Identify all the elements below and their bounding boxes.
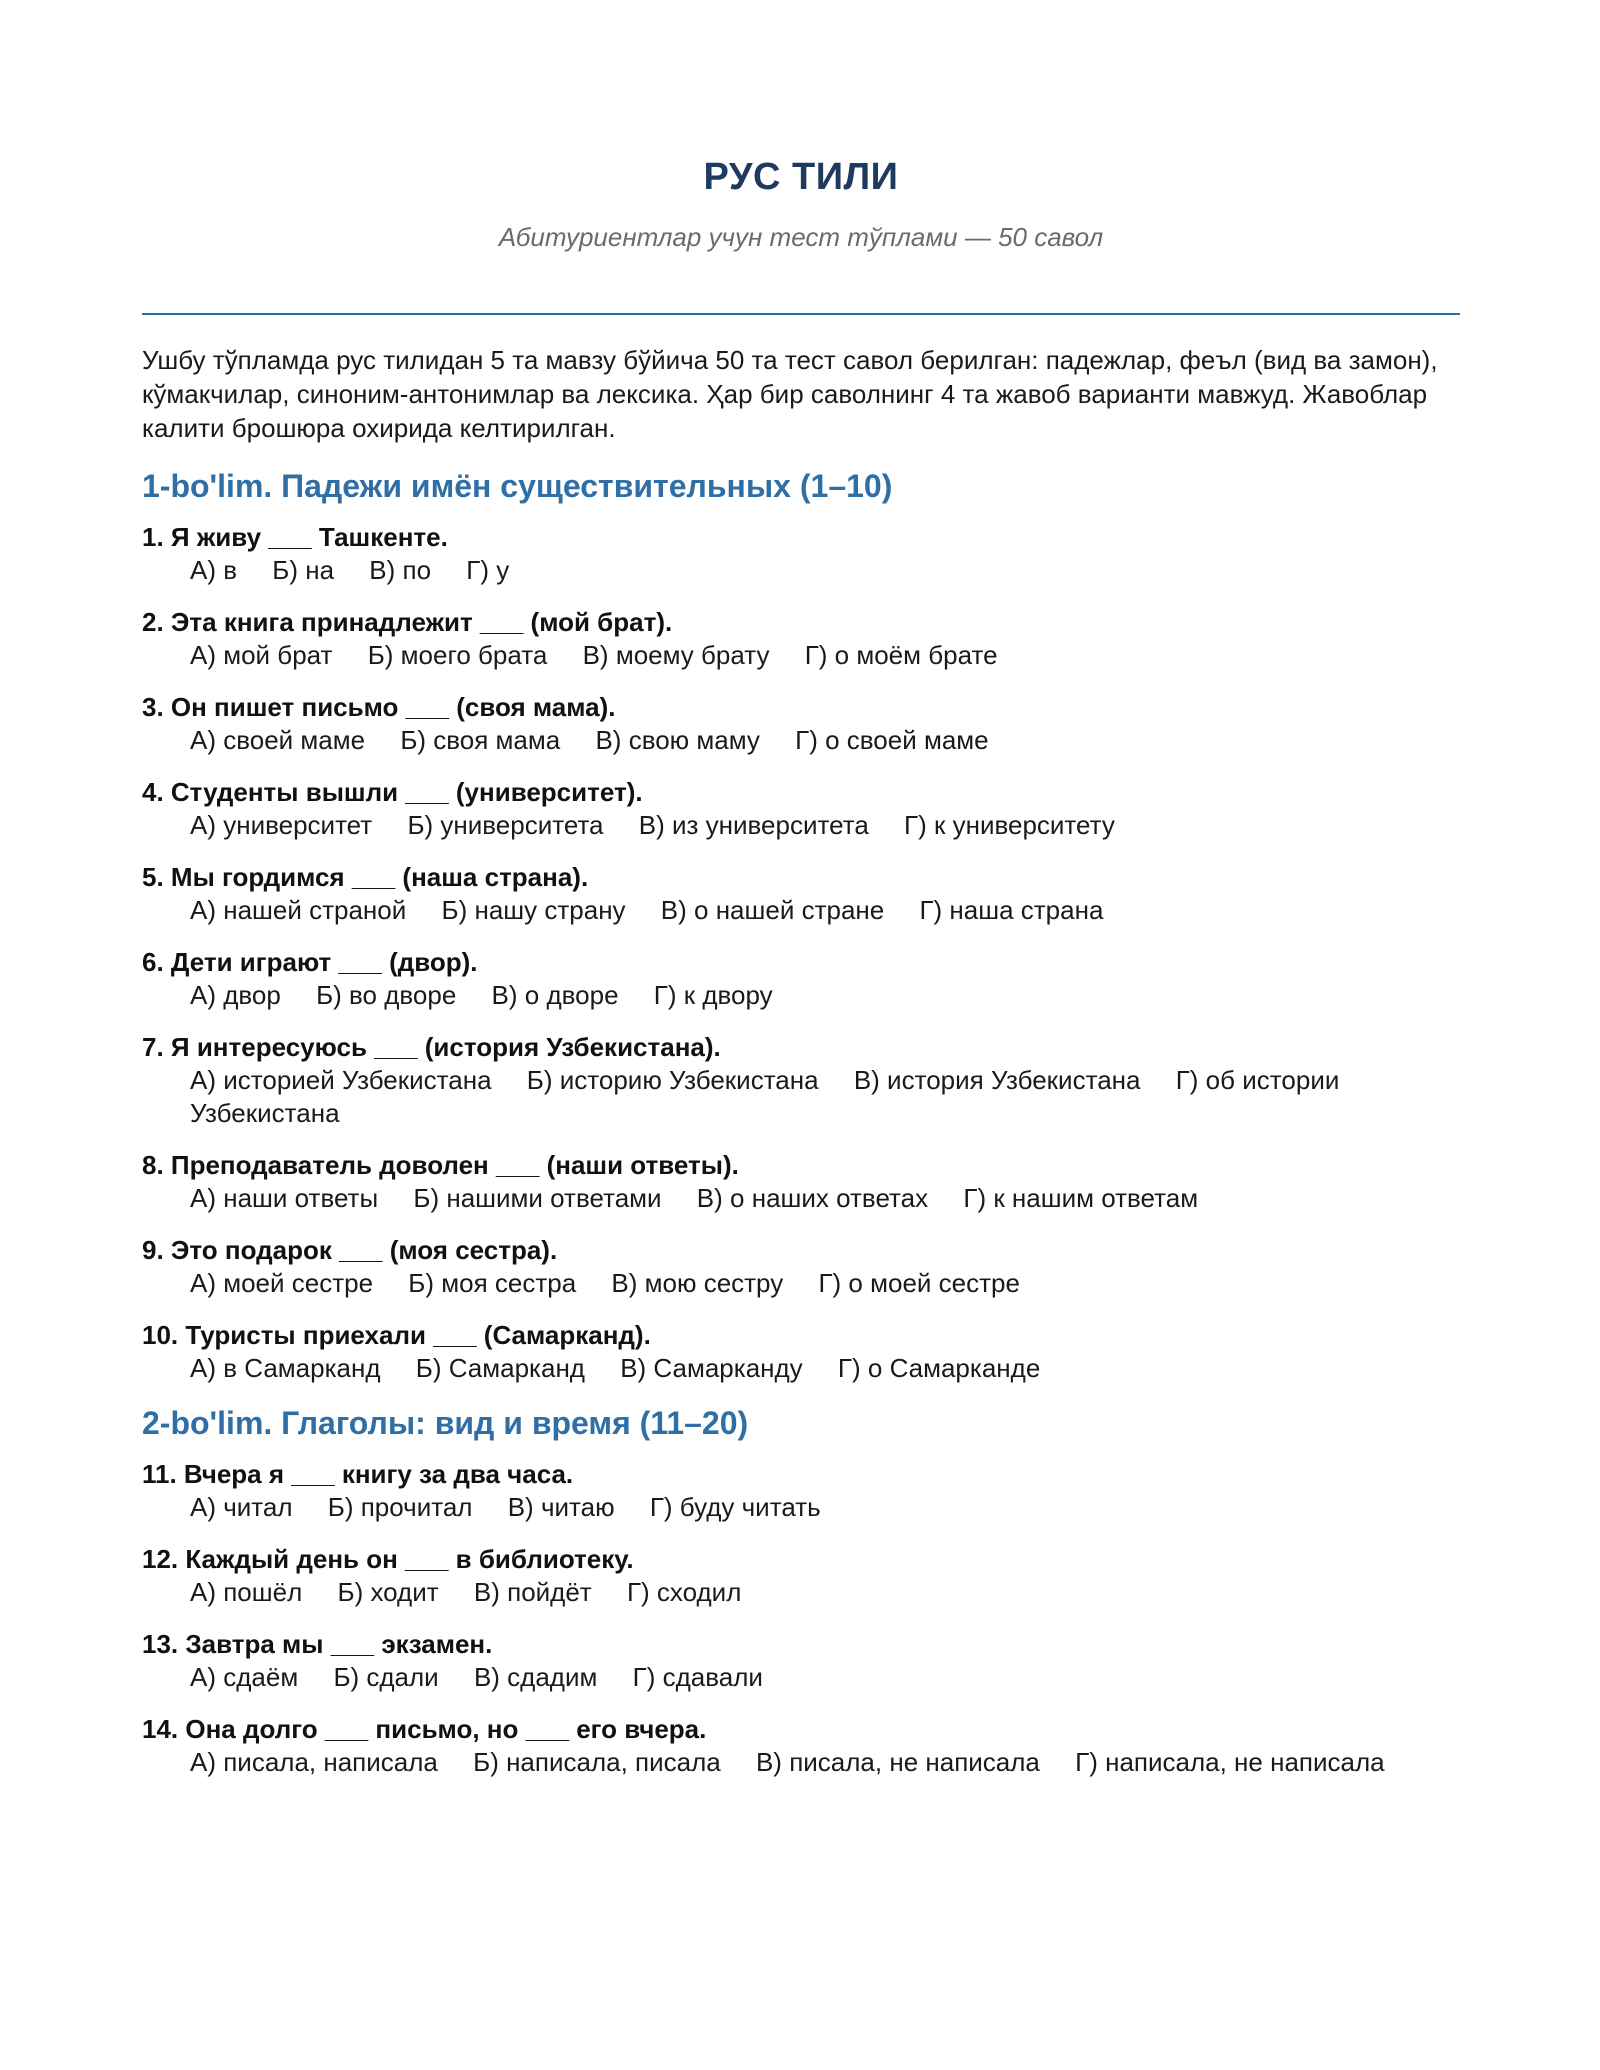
- section-heading: 1-bo'lim. Падежи имён существительных (1–10): [142, 468, 893, 504]
- document-subtitle: Абитуриентлар учун тест тўплами — 50 савол: [498, 222, 1104, 252]
- answer-option: Б) своя мама: [400, 725, 561, 755]
- answer-options: [142, 554, 1460, 587]
- question-item: [142, 605, 1460, 672]
- answer-option: Г) буду читать: [649, 1492, 821, 1522]
- question-item: [142, 520, 1460, 587]
- question-text: 6. Дети играют ___ (двор).: [142, 947, 478, 977]
- question-item: [142, 1457, 1460, 1524]
- question-item: [142, 690, 1460, 757]
- answer-option: В) мою сестру: [611, 1268, 784, 1298]
- question-text: 8. Преподаватель доволен ___ (наши ответы).: [142, 1150, 739, 1180]
- answer-option: А) читал: [190, 1492, 293, 1522]
- answer-option: А) наши ответы: [190, 1183, 379, 1213]
- answer-option: А) в: [190, 555, 238, 585]
- answer-option: В) пойдёт: [473, 1577, 592, 1607]
- answer-option: А) историей Узбекистана: [190, 1065, 492, 1095]
- question-item: [142, 1542, 1460, 1609]
- question-text: 4. Студенты вышли ___ (университет).: [142, 777, 643, 807]
- question-text: 14. Она долго ___ письмо, но ___ его вчера.: [142, 1714, 707, 1744]
- answer-options: [142, 1491, 1460, 1524]
- answer-options: [142, 639, 1460, 672]
- answer-option: В) писала, не написала: [755, 1747, 1040, 1777]
- answer-option: Г) сходил: [626, 1577, 742, 1607]
- answer-option: В) свою маму: [595, 725, 760, 755]
- answer-option: Г) об истории Узбекистана: [190, 1065, 1340, 1128]
- answer-option: Б) историю Узбекистана: [526, 1065, 819, 1095]
- question-text: 7. Я интересуюсь ___ (история Узбекистана).: [142, 1032, 721, 1062]
- answer-option: Б) моя сестра: [408, 1268, 577, 1298]
- answer-option: А) двор: [190, 980, 281, 1010]
- question-item: [142, 1627, 1460, 1694]
- answer-option: А) пошёл: [190, 1577, 303, 1607]
- answer-option: А) сдаём: [190, 1662, 299, 1692]
- test-content: [142, 466, 1460, 1797]
- answer-option: В) история Узбекистана: [853, 1065, 1141, 1095]
- answer-option: В) сдадим: [473, 1662, 598, 1692]
- answer-options: [142, 809, 1460, 842]
- answer-option: А) моей сестре: [190, 1268, 374, 1298]
- answer-option: А) университет: [190, 810, 373, 840]
- question-text: 1. Я живу ___ Ташкенте.: [142, 522, 448, 552]
- answer-option: Б) прочитал: [327, 1492, 473, 1522]
- answer-options: [142, 724, 1460, 757]
- answer-option: Б) сдали: [333, 1662, 439, 1692]
- question-item: [142, 1148, 1460, 1215]
- answer-option: А) своей маме: [190, 725, 366, 755]
- question-item: [142, 1318, 1460, 1385]
- answer-option: Г) у: [466, 555, 510, 585]
- header-divider: [142, 313, 1460, 315]
- answer-option: Г) наша страна: [919, 895, 1104, 925]
- answer-option: В) о дворе: [491, 980, 619, 1010]
- answer-option: Г) сдавали: [632, 1662, 763, 1692]
- answer-option: В) о нашей стране: [660, 895, 885, 925]
- answer-option: В) читаю: [507, 1492, 615, 1522]
- answer-options: [142, 1661, 1460, 1694]
- intro-paragraph: Ушбу тўпламда рус тилидан 5 та мавзу бўйича 50 та тест савол берилган: падежлар, феъл (вид ва замон), кўмакчилар, синоним-антонимлар ва лексика. Ҳар бир саволнинг 4 та жавоб варианти мавжуд. Жавоблар калити брошюра охирида келтирилган.: [142, 345, 1438, 443]
- answer-option: Г) написала, не написала: [1075, 1747, 1385, 1777]
- answer-option: Б) университета: [407, 810, 604, 840]
- answer-option: Г) к нашим ответам: [963, 1183, 1199, 1213]
- answer-option: Б) Самарканд: [415, 1353, 585, 1383]
- answer-option: Б) моего брата: [367, 640, 548, 670]
- answer-option: А) писала, написала: [190, 1747, 438, 1777]
- question-text: 2. Эта книга принадлежит ___ (мой брат).: [142, 607, 673, 637]
- section-heading: 2-bo'lim. Глаголы: вид и время (11–20): [142, 1405, 749, 1441]
- answer-options: [142, 1064, 1460, 1130]
- answer-options: [142, 1746, 1460, 1779]
- answer-option: Г) к двору: [653, 980, 773, 1010]
- answer-option: В) из университета: [638, 810, 869, 840]
- answer-options: [142, 1352, 1460, 1385]
- question-text: 10. Туристы приехали ___ (Самарканд).: [142, 1320, 651, 1350]
- answer-option: В) по: [369, 555, 432, 585]
- answer-option: Б) во дворе: [316, 980, 457, 1010]
- answer-option: Б) на: [272, 555, 335, 585]
- answer-option: Б) нашу страну: [441, 895, 626, 925]
- question-text: 12. Каждый день он ___ в библиотеку.: [142, 1544, 634, 1574]
- answer-option: Б) ходит: [337, 1577, 439, 1607]
- answer-option: Б) нашими ответами: [413, 1183, 662, 1213]
- answer-option: А) в Самарканд: [190, 1353, 381, 1383]
- answer-option: В) о наших ответах: [696, 1183, 929, 1213]
- question-item: [142, 775, 1460, 842]
- answer-option: Г) к университету: [904, 810, 1115, 840]
- answer-options: [142, 979, 1460, 1012]
- question-item: [142, 1233, 1460, 1300]
- answer-options: [142, 894, 1460, 927]
- question-text: 5. Мы гордимся ___ (наша страна).: [142, 862, 589, 892]
- answer-option: А) мой брат: [190, 640, 333, 670]
- question-text: 9. Это подарок ___ (моя сестра).: [142, 1235, 558, 1265]
- answer-option: Г) о моём брате: [804, 640, 998, 670]
- answer-options: [142, 1182, 1460, 1215]
- answer-option: Г) о своей маме: [795, 725, 989, 755]
- answer-option: Г) о Самарканде: [837, 1353, 1041, 1383]
- answer-option: В) Самарканду: [620, 1353, 803, 1383]
- question-item: [142, 1030, 1460, 1130]
- answer-option: В) моему брату: [582, 640, 770, 670]
- answer-option: Г) о моей сестре: [818, 1268, 1020, 1298]
- question-item: [142, 1712, 1460, 1779]
- answer-option: А) нашей страной: [190, 895, 407, 925]
- question-item: [142, 860, 1460, 927]
- question-text: 11. Вчера я ___ книгу за два часа.: [142, 1459, 574, 1489]
- answer-options: [142, 1576, 1460, 1609]
- answer-options: [142, 1267, 1460, 1300]
- answer-option: Б) написала, писала: [473, 1747, 721, 1777]
- question-text: 3. Он пишет письмо ___ (своя мама).: [142, 692, 616, 722]
- question-item: [142, 945, 1460, 1012]
- question-text: 13. Завтра мы ___ экзамен.: [142, 1629, 493, 1659]
- document-title: РУС ТИЛИ: [703, 156, 899, 198]
